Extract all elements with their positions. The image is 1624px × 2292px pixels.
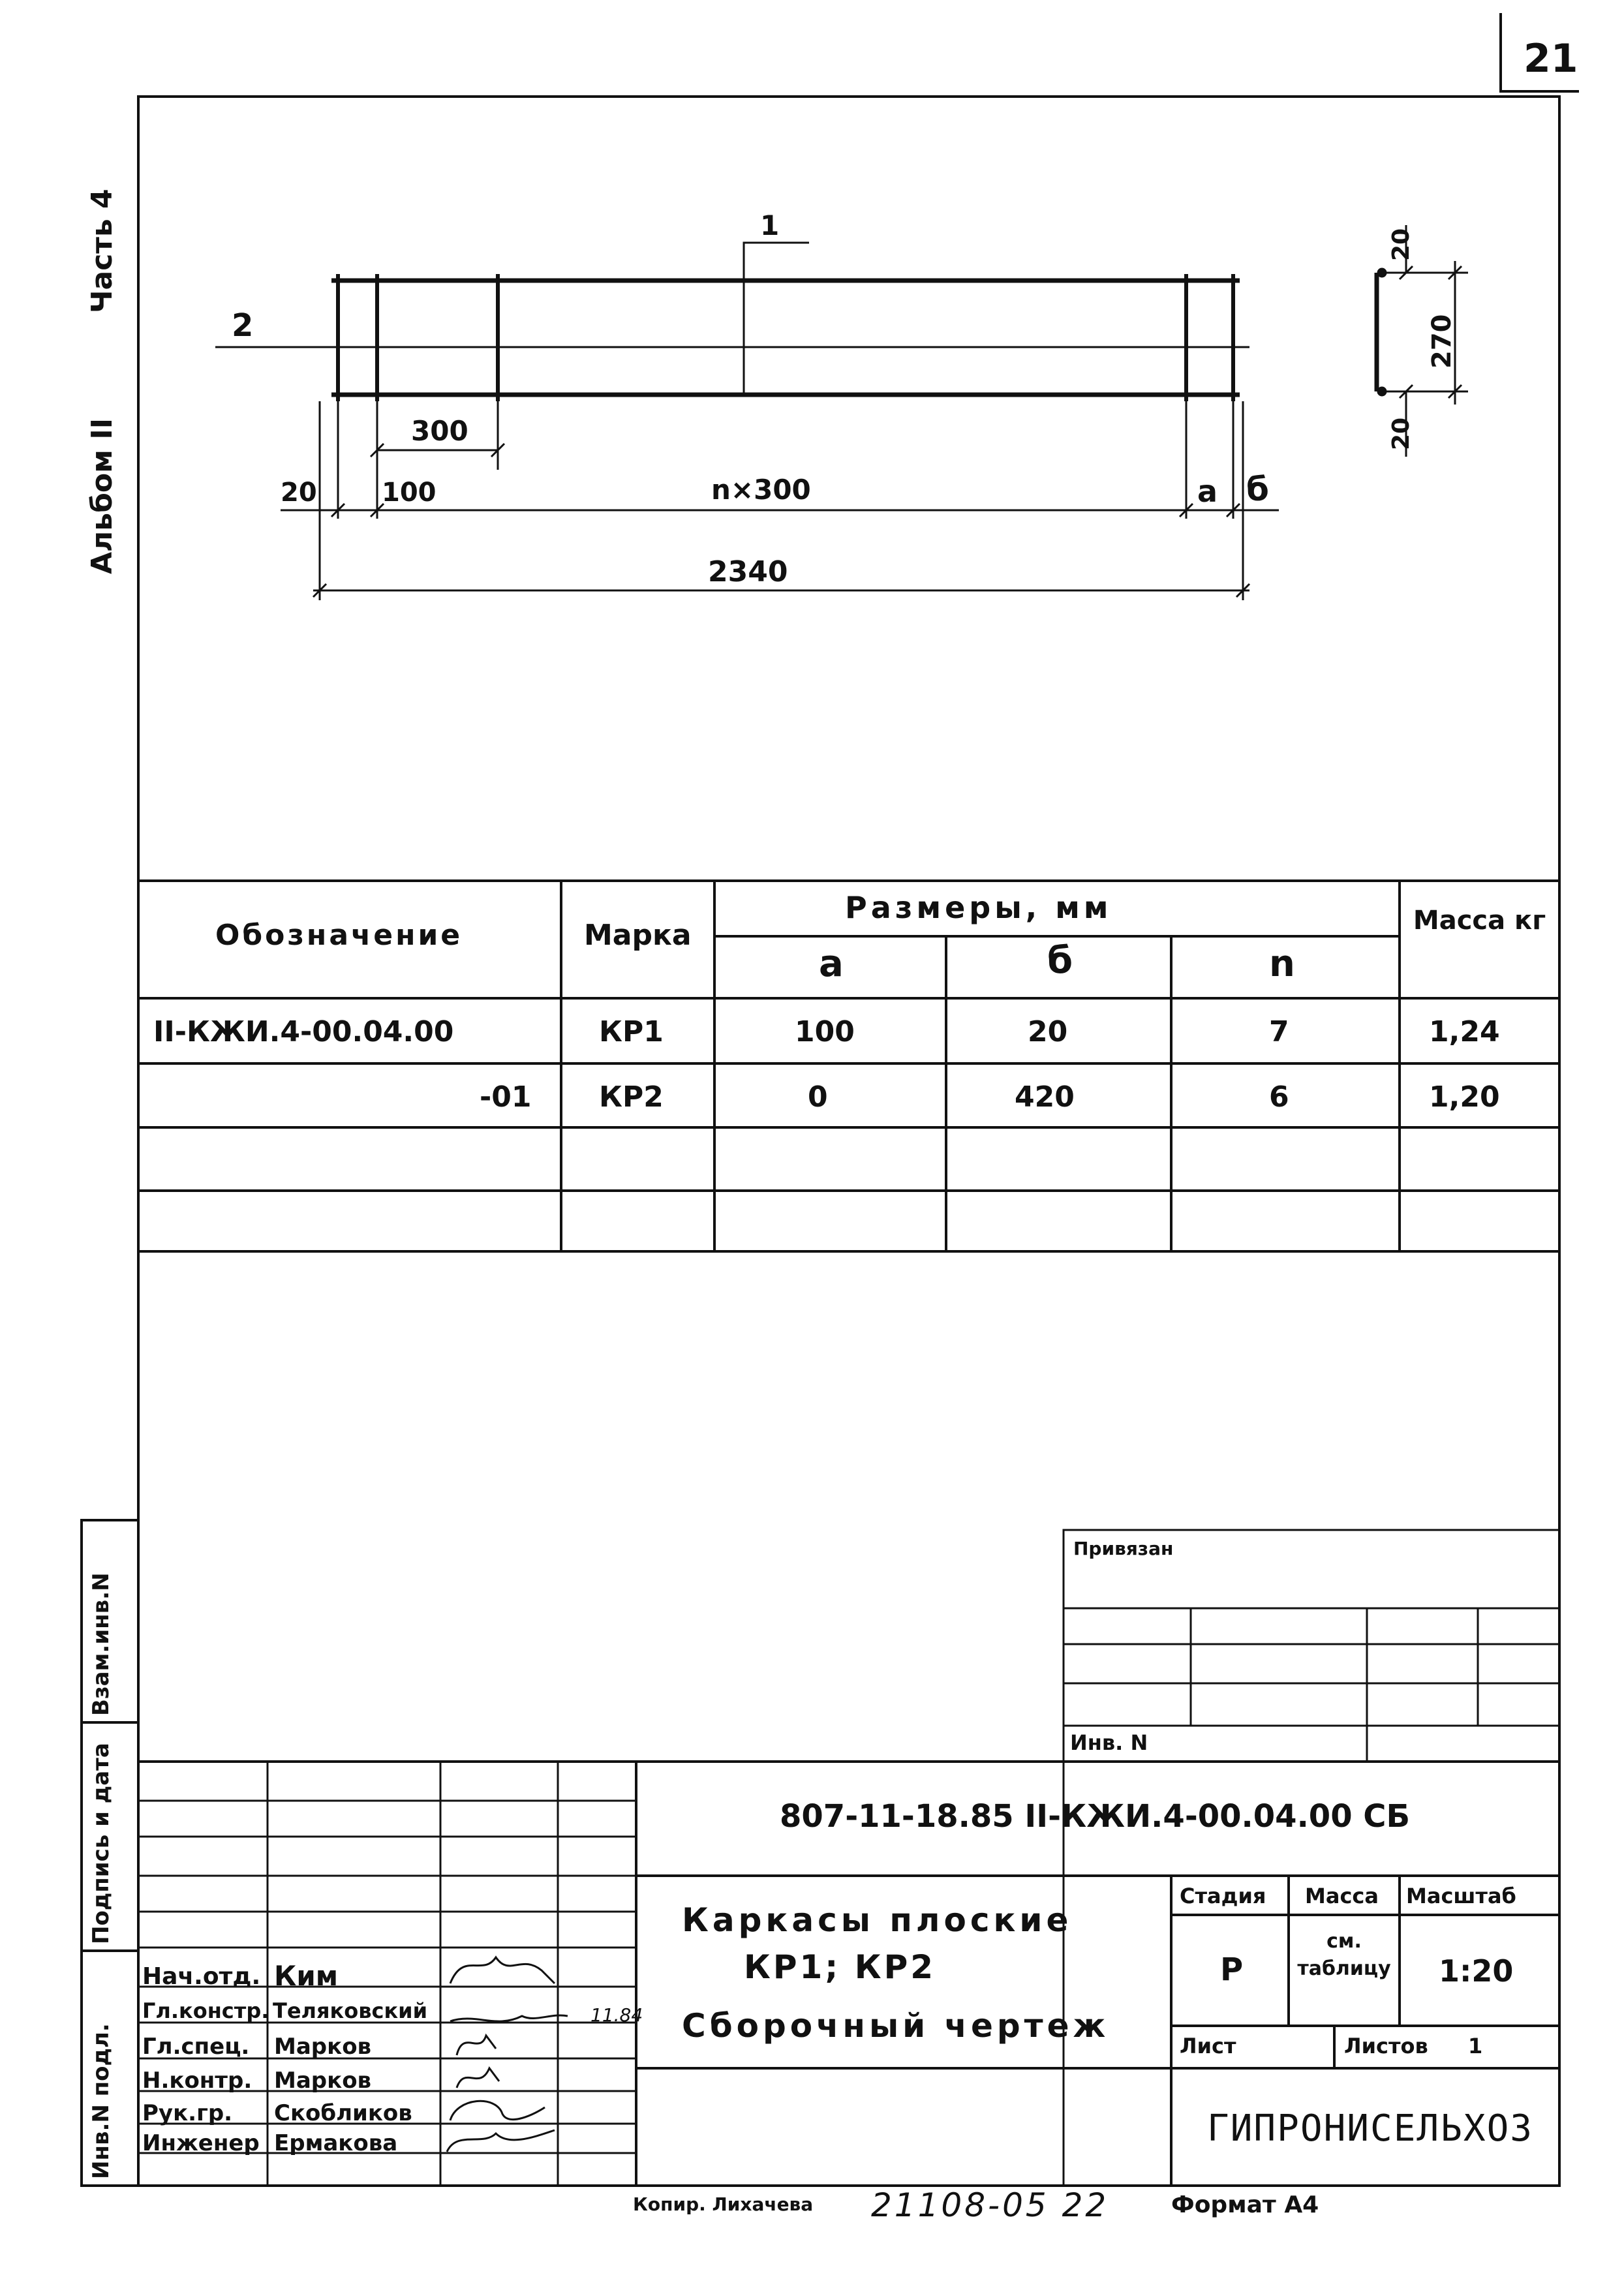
stage-label: Стадия [1180,1884,1266,1908]
staff-name-gl-konstr: Теляковский [273,1998,427,2023]
staff-role-nach-otd: Нач.отд. [142,1963,261,1990]
scale-value: 1:20 [1439,1953,1514,1989]
dim-b: б [1246,470,1269,508]
mass-label: Масса [1305,1884,1379,1908]
row1-oboznachenie: II-КЖИ.4-00.04.00 [153,1015,454,1048]
footer-kopir: Копир. Лихачева [633,2193,814,2215]
staff-name-n-kontr: Марков [274,2068,372,2094]
row2-marka: КР2 [599,1080,664,1114]
document-designation: 807-11-18.85 II-КЖИ.4-00.04.00 СБ [780,1798,1411,1835]
dim-20-left: 20 [281,478,317,508]
side-dim-20-top: 20 [1388,228,1415,261]
th-a: a [819,943,844,985]
inv-n-label: Инв. N [1070,1730,1148,1755]
row1-a: 100 [795,1015,855,1048]
th-razmery: Размеры, мм [845,890,1112,925]
sheets-value: 1 [1468,2034,1483,2058]
dim-100: 100 [382,478,437,508]
side-dim-270: 270 [1427,314,1457,369]
title-line-1: Каркасы плоские [682,1901,1073,1939]
privyazan-label: Привязан [1073,1538,1174,1559]
mass-value: см. таблицу [1297,1930,1391,1980]
sheets-label: Листов [1344,2034,1428,2058]
staff-role-n-kontr: Н.контр. [142,2068,253,2094]
th-n: n [1269,943,1295,985]
footer-number: 21108-05 22 [871,2186,1109,2224]
side-dim-20-bottom: 20 [1388,417,1415,450]
staff-role-gl-konstr: Гл.констр. [142,1998,269,2023]
row2-n: 6 [1269,1080,1289,1114]
staff-role-gl-spec: Гл.спец. [142,2034,250,2060]
dim-2340: 2340 [708,555,788,588]
dim-n-x-300: n×300 [711,474,811,506]
position-1-label: 1 [760,209,780,241]
staff-name-nach-otd: Ким [274,1960,339,1992]
staff-role-ruk-gr: Рук.гр. [142,2100,233,2126]
signature-date: 11.84 [590,2004,643,2026]
footer-format: Формат А4 [1171,2192,1319,2218]
inv-podl-label: Инв.N подл. [88,2023,114,2179]
staff-name-inzhener: Ермакова [274,2130,398,2156]
stage-value: Р [1220,1951,1244,1988]
row1-n: 7 [1269,1015,1289,1048]
row2-b: 420 [1015,1080,1075,1114]
dim-300: 300 [411,415,468,447]
th-oboznachenie: Обозначение [215,919,463,952]
sheet-label: Лист [1180,2034,1236,2058]
album-label: Альбом II [85,418,119,574]
position-2-label: 2 [232,307,254,344]
scale-label: Масштаб [1406,1884,1516,1908]
th-b: б [1047,940,1073,982]
title-line-3: Сборочный чертеж [682,2007,1110,2045]
staff-name-ruk-gr: Скобликов [274,2100,412,2126]
part-label: Часть 4 [85,189,119,313]
row1-marka: КР1 [599,1015,664,1048]
page-number: 21 [1524,36,1578,82]
row2-massa: 1,20 [1429,1080,1500,1114]
row1-massa: 1,24 [1429,1015,1500,1048]
dim-a: a [1197,474,1218,509]
th-massa: Масса кг [1413,906,1546,936]
title-line-2: КР1; КР2 [744,1948,936,1986]
row2-a: 0 [808,1080,828,1114]
row1-b: 20 [1028,1015,1068,1048]
row2-oboznachenie: -01 [480,1080,532,1114]
staff-name-gl-spec: Марков [274,2034,372,2060]
th-marka: Марка [584,919,692,952]
organization-name: ГИПРОНИСЕЛЬХОЗ [1207,2107,1534,2150]
staff-role-inzhener: Инженер [142,2130,260,2156]
vzam-inv-label: Взам.инв.N [88,1572,114,1716]
podpis-data-label: Подпись и дата [88,1743,114,1944]
